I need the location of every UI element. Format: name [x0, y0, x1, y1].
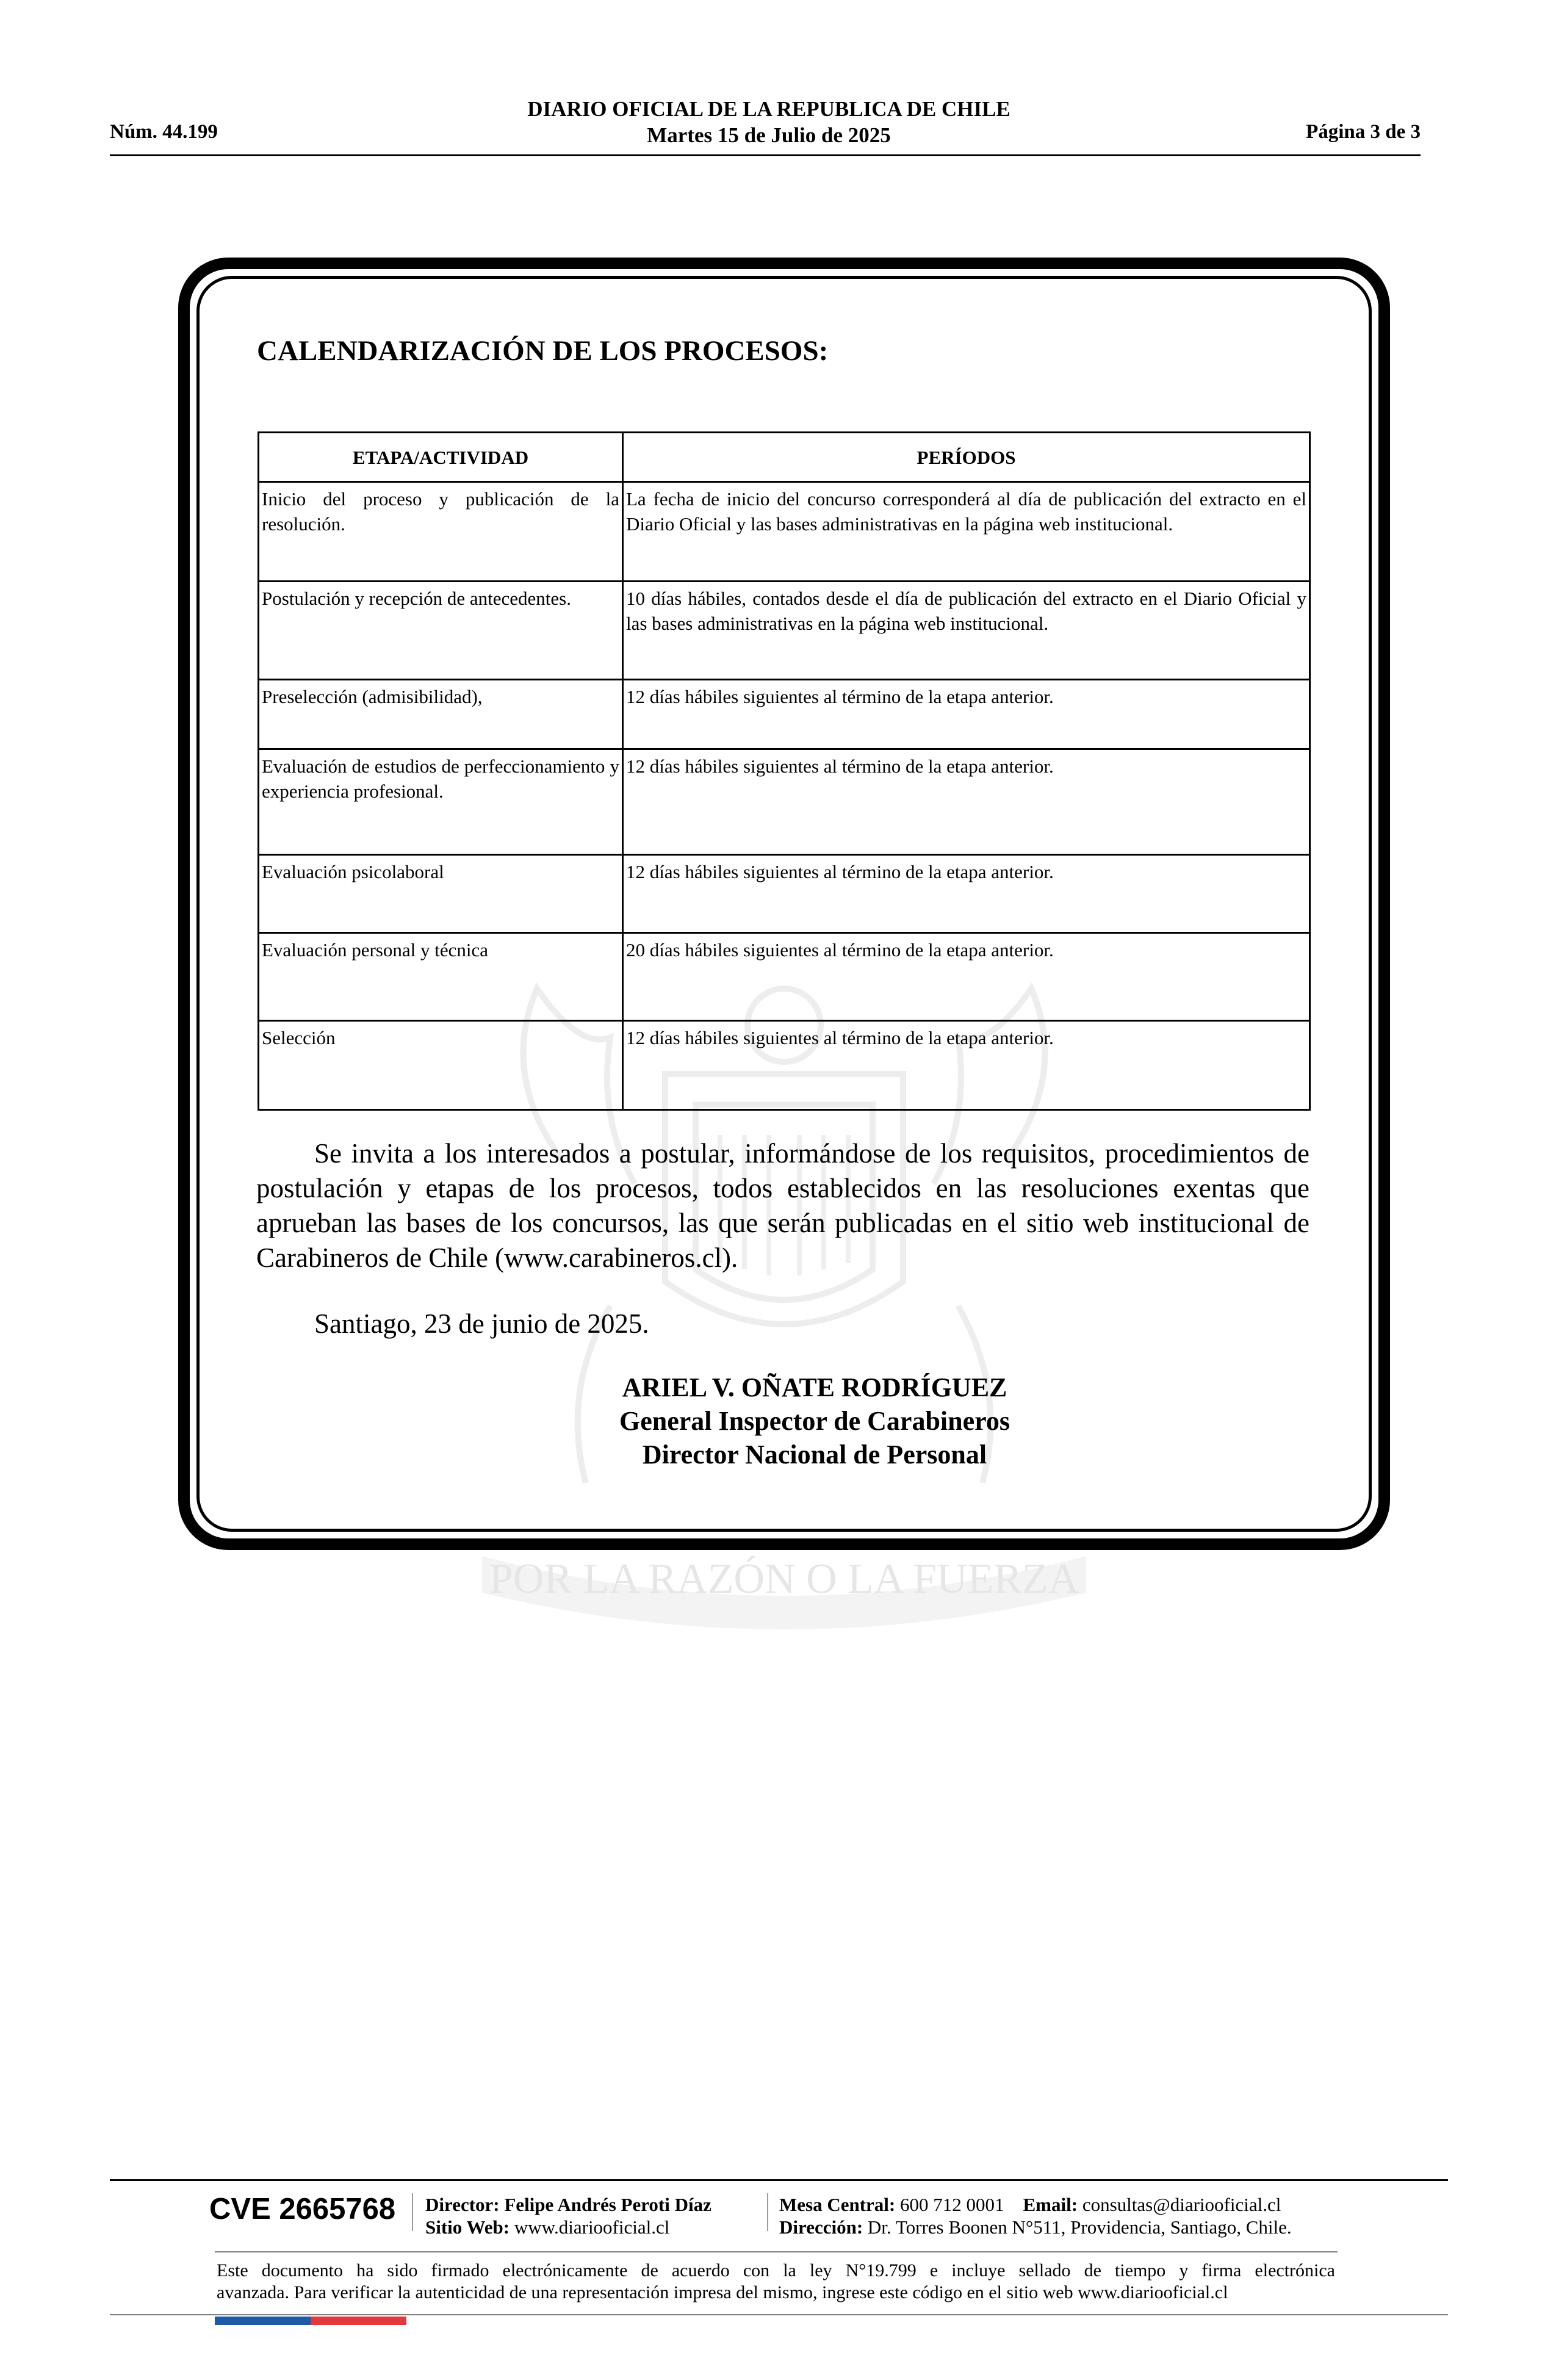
address-value: Dr. Torres Boonen N°511, Providencia, Santiago, Chile. [867, 2216, 1292, 2238]
footer-bottom-divider [110, 2314, 1448, 2315]
signatory-position: Director Nacional de Personal [642, 1440, 987, 1469]
table-row [259, 855, 1310, 933]
section-title: CALENDARIZACIÓN DE LOS PROCESOS: [257, 335, 829, 367]
phone-value: 600 712 0001 [900, 2194, 1004, 2215]
period-cell: La fecha de inicio del concurso corresponderá al día de publicación del extracto en el Diario Oficial y las bases administrativas en la página web institucional. [623, 482, 1310, 582]
legal-notice-line-2: avanzada. Para verificar la autenticidad de una representación impresa del mismo, ingrese este código en el sitio web www.diariooficial.cl [217, 2282, 1228, 2302]
director-label: Director: Felipe Andrés Peroti Díaz [425, 2194, 711, 2215]
footer-inner-divider [215, 2251, 1338, 2252]
place-and-date: Santiago, 23 de junio de 2025. [314, 1308, 649, 1339]
calendar-table [258, 431, 1311, 1111]
table-row [259, 582, 1310, 680]
website-label: Sitio Web: [425, 2216, 510, 2238]
gazette-name: DIARIO OFICIAL DE LA REPUBLICA DE CHILE [527, 97, 1010, 121]
footer-contact-block [779, 2193, 1292, 2238]
period-cell: 10 días hábiles, contados desde el día de publicación del extracto en el Diario Oficial y las bases administrativas en la página web institucional. [623, 582, 1310, 680]
stage-cell: Preselección (admisibilidad), [259, 680, 623, 749]
table-row [259, 1021, 1310, 1110]
issue-number: Núm. 44.199 [110, 121, 218, 143]
period-cell: 20 días hábiles siguientes al término de la etapa anterior. [623, 933, 1310, 1021]
stage-cell: Inicio del proceso y publicación de la resolución. [259, 482, 623, 582]
email-link[interactable]: consultas@diariooficial.cl [1082, 2194, 1281, 2215]
cve-code: CVE 2665768 [209, 2193, 396, 2226]
email-label: Email: [1023, 2194, 1078, 2215]
table-row [259, 749, 1310, 855]
header-divider [110, 154, 1421, 156]
watermark-motto: POR LA RAZÓN O LA FUERZA [489, 1556, 1079, 1603]
flag-stripe-red [311, 2317, 406, 2325]
footer-director-block [425, 2193, 711, 2238]
period-cell: 12 días hábiles siguientes al término de la etapa anterior. [623, 749, 1310, 855]
period-cell: 12 días hábiles siguientes al término de la etapa anterior. [623, 680, 1310, 749]
stage-cell: Postulación y recepción de antecedentes. [259, 582, 623, 680]
table-row [259, 482, 1310, 582]
table-row [259, 933, 1310, 1021]
footer-separator [767, 2193, 768, 2231]
footer-separator [412, 2193, 413, 2231]
column-header-stage: ETAPA/ACTIVIDAD [259, 433, 623, 482]
column-header-period: PERÍODOS [623, 433, 1310, 482]
website-link[interactable]: www.diariooficial.cl [514, 2216, 670, 2238]
legal-notice-line-1: Este documento ha sido firmado electrónicamente de acuerdo con la ley N°19.799 e incluye sellado de tiempo y firma electrónica [217, 2260, 1335, 2281]
page-indicator: Página 3 de 3 [1306, 121, 1421, 143]
footer-divider [110, 2179, 1448, 2181]
period-cell: 12 días hábiles siguientes al término de la etapa anterior. [623, 855, 1310, 933]
table-row [259, 680, 1310, 749]
gazette-date: Martes 15 de Julio de 2025 [647, 123, 891, 147]
stage-cell: Selección [259, 1021, 623, 1110]
stage-cell: Evaluación de estudios de perfeccionamiento y experiencia profesional. [259, 749, 623, 855]
address-label: Dirección: [779, 2216, 863, 2238]
table-header-row [259, 433, 1310, 482]
stage-cell: Evaluación personal y técnica [259, 933, 623, 1021]
flag-stripe-blue [215, 2317, 311, 2325]
period-cell: 12 días hábiles siguientes al término de la etapa anterior. [623, 1021, 1310, 1110]
invitation-paragraph: Se invita a los interesados a postular, informándose de los requisitos, procedimientos de postulación y etapas de los procesos, todos establecidos en las resoluciones exentas que aprueban las bases de los concursos, las que serán publicadas en el sitio web institucional de Carabineros de Chile (www.carabineros.cl). [256, 1138, 1309, 1273]
stage-cell: Evaluación psicolaboral [259, 855, 623, 933]
signatory-title: General Inspector de Carabineros [619, 1406, 1010, 1436]
signatory-name: ARIEL V. OÑATE RODRÍGUEZ [622, 1372, 1007, 1402]
phone-label: Mesa Central: [779, 2194, 896, 2215]
